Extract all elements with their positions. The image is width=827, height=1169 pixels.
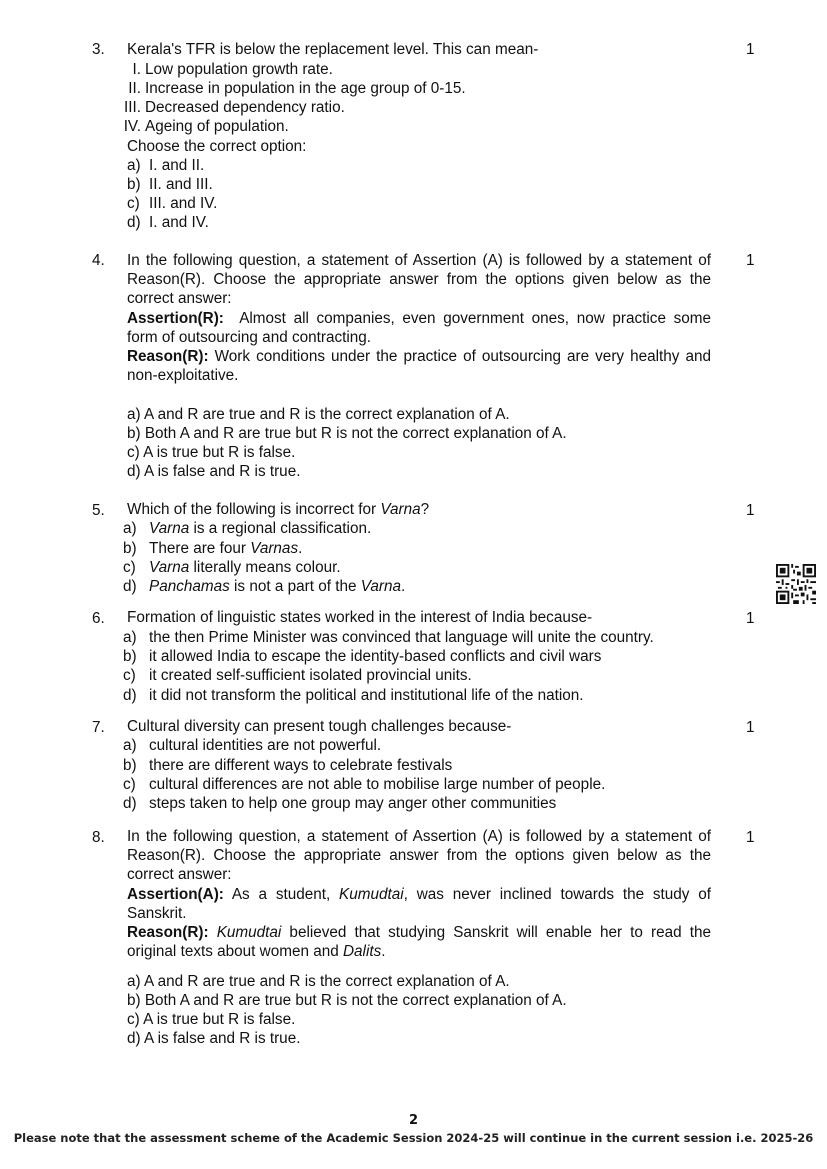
option-item: d) steps taken to help one group may anger other communities xyxy=(123,795,557,812)
assertion xyxy=(127,309,711,347)
marks: 1 xyxy=(746,252,755,269)
option-item: d) it did not transform the political and institutional life of the nation. xyxy=(123,687,584,704)
reason: Reason(R): Kumudtai believed that studying Sanskrit will enable her to read the original texts about women and Dalits. xyxy=(127,924,712,961)
footer-note: Please note that the assessment scheme of the Academic Session 2024-25 will continue in the current session i.e. 2025-26 xyxy=(13,1131,814,1145)
option-item: b) Both A and R are true but R is not the correct explanation of A. xyxy=(127,992,567,1009)
marks: 1 xyxy=(746,610,755,627)
option-item: d) I. and IV. xyxy=(127,214,209,231)
option-item: d) A is false and R is true. xyxy=(127,1030,301,1047)
option-item: c) A is true but R is false. xyxy=(127,444,296,461)
reason-text: Work conditions under the practice of outsourcing are very healthy and non-exploitative. xyxy=(127,348,711,385)
option-item: c) III. and IV. xyxy=(127,195,218,212)
question-stem: Which of the following is incorrect for Varna? xyxy=(127,501,430,518)
option-item: c) Varna literally means colour. xyxy=(123,559,341,576)
question-stem: In the following question, a statement of Assertion (A) is followed by a statement of Reason(R). Choose the appropriate answer from the options given below as the correct answer: xyxy=(127,252,711,308)
statement-item: II. Increase in population in the age group of 0-15. xyxy=(128,80,466,97)
option-item: b) there are different ways to celebrate festivals xyxy=(123,757,453,774)
marks: 1 xyxy=(746,829,755,846)
assertion-text: Almost all companies, even government ones, now practice some form of outsourcing and contracting. xyxy=(127,310,712,347)
statement-item: IV. Ageing of population. xyxy=(123,118,289,135)
statement-item: I. Low population growth rate. xyxy=(132,61,333,78)
marks: 1 xyxy=(746,502,755,519)
question-stem: Kerala's TFR is below the replacement level. This can mean- xyxy=(127,41,539,58)
option-item: b) There are four Varnas. xyxy=(123,540,303,557)
option-item: b) it allowed India to escape the identity-based conflicts and civil wars xyxy=(123,648,602,665)
question-stem: Cultural diversity can present tough challenges because- xyxy=(127,718,512,735)
option-item: c) it created self-sufficient isolated provincial units. xyxy=(123,667,472,684)
option-item: b) Both A and R are true but R is not the correct explanation of A. xyxy=(127,425,567,442)
option-item: c) A is true but R is false. xyxy=(127,1011,296,1028)
option-item: a) cultural identities are not powerful. xyxy=(123,737,382,754)
instruction-text: Choose the correct option: xyxy=(127,138,307,155)
page-number: 2 xyxy=(408,1113,419,1128)
option-item: a) the then Prime Minister was convinced that language will unite the country. xyxy=(123,629,654,646)
option-item: a) A and R are true and R is the correct explanation of A. xyxy=(127,406,510,423)
option-item: c) cultural differences are not able to mobilise large number of people. xyxy=(123,776,606,793)
question-number: 3. xyxy=(92,41,105,58)
reason-label: Reason(R): xyxy=(127,348,209,365)
option-item: d) A is false and R is true. xyxy=(127,463,301,480)
assertion: Assertion(A): As a student, Kumudtai, was never inclined towards the study of Sanskrit. xyxy=(127,886,711,923)
option-item: a) A and R are true and R is the correct explanation of A. xyxy=(127,973,510,990)
question-stem: Formation of linguistic states worked in the interest of India because- xyxy=(127,609,593,626)
statement-item: III. Decreased dependency ratio. xyxy=(124,99,345,116)
question-number: 7. xyxy=(92,719,105,736)
reason-label: Reason(R): xyxy=(127,924,209,941)
option-item: b) II. and III. xyxy=(127,176,213,193)
question-number: 4. xyxy=(92,252,105,269)
option-item: a) I. and II. xyxy=(127,157,205,174)
assertion-label: Assertion(A): xyxy=(127,886,224,903)
option-item: a) Varna is a regional classification. xyxy=(123,520,372,537)
qr-code-icon xyxy=(776,564,816,604)
marks: 1 xyxy=(746,719,755,736)
assertion-label: Assertion(R): xyxy=(127,310,224,327)
question-stem: In the following question, a statement of Assertion (A) is followed by a statement of Reason(R). Choose the appropriate answer from the options given below as the correct answer: xyxy=(127,828,711,884)
reason xyxy=(127,347,711,385)
question-number: 8. xyxy=(92,829,105,846)
marks: 1 xyxy=(746,41,755,58)
question-number: 6. xyxy=(92,610,105,627)
option-item: d) Panchamas is not a part of the Varna. xyxy=(123,578,406,595)
question-number: 5. xyxy=(92,502,105,519)
